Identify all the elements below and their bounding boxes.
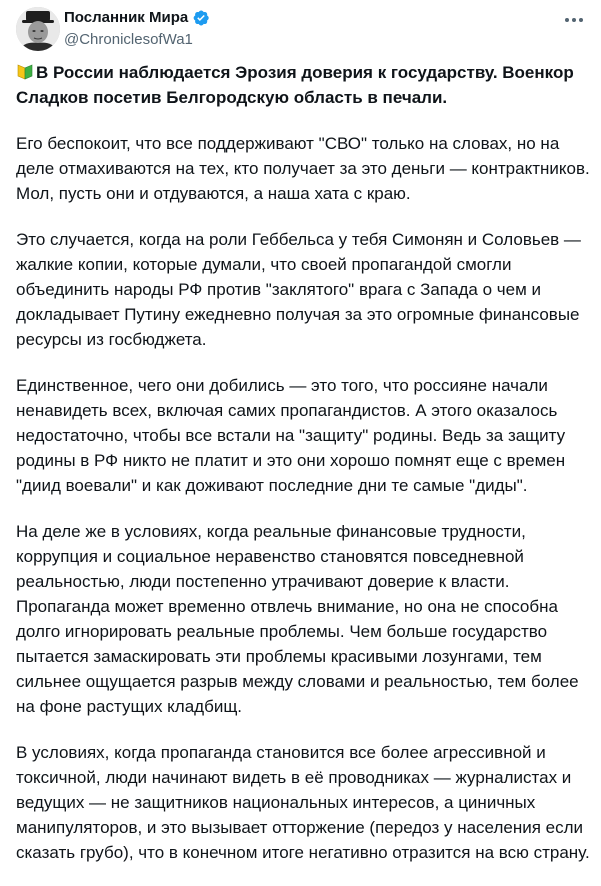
tweet-paragraph: Его беспокоит, что все поддерживают "СВО" только на словах, но на деле отмахиваются на тех, кто получает за это деньги — контрактников. Мол, пусть они и отдуваются, а наша хата с краю.	[16, 134, 590, 203]
tweet-header	[16, 7, 585, 51]
author-handle[interactable]: @ChroniclesofWa1	[64, 31, 193, 48]
beginner-symbol-icon	[16, 63, 34, 81]
more-options-icon[interactable]	[563, 11, 585, 29]
tweet-paragraph: На деле же в условиях, когда реальные финансовые трудности, коррупция и социальное неравенство становятся повседневной реальностью, люди постепенно утрачивают доверие к власти. Пропаганда может временно отвлечь внимание, но она не способна долго игнорировать реальные проблемы. Чем больше государство пытается замаскировать эти проблемы красивыми лозунгами, тем сильнее ощущается разрыв между словами и реальностью, тем более на фоне растущих кладбищ.	[16, 522, 579, 716]
tweet-headline-text: В России наблюдается Эрозия доверия к государству. Военкор Сладков посетив Белгородскую область в печали.	[16, 63, 574, 107]
tweet-paragraph: Это случается, когда на роли Геббельса у тебя Симонян и Соловьев — жалкие копии, которые думали, что своей пропагандой смогли объединить народы РФ против "заклятого" врага с Запада о чем и докладывает Путину ежедневно получая за это огромные финансовые ресурсы из госбюджета.	[16, 230, 581, 349]
avatar[interactable]	[16, 7, 60, 51]
tweet-paragraph: Единственное, чего они добились — это того, что россияне начали ненавидеть всех, включая самих пропагандистов. А этого оказалось недостаточно, чтобы все встали на "защиту" родины. Ведь за защиту родины в РФ никто не платит и это они хорошо помнят еще с времен "диид воевали" и как доживают последние дни те самые "диды".	[16, 376, 566, 495]
avatar-photo-icon	[16, 7, 60, 51]
author-block	[64, 8, 210, 50]
verified-badge-icon	[192, 9, 210, 27]
author-display-name[interactable]: Посланник Мира	[64, 9, 189, 26]
tweet-headline	[16, 60, 592, 110]
tweet-text	[16, 60, 592, 886]
tweet-paragraph: В условиях, когда пропаганда становится все более агрессивной и токсичной, люди начинают видеть в её проводниках — журналистах и ведущих — не защитников национальных интересов, а циничных манипуляторов, и это вызывает отторжение (передоз у населения если сказать грубо), что в конечном итоге негативно отразится на всю страну.	[16, 743, 590, 862]
